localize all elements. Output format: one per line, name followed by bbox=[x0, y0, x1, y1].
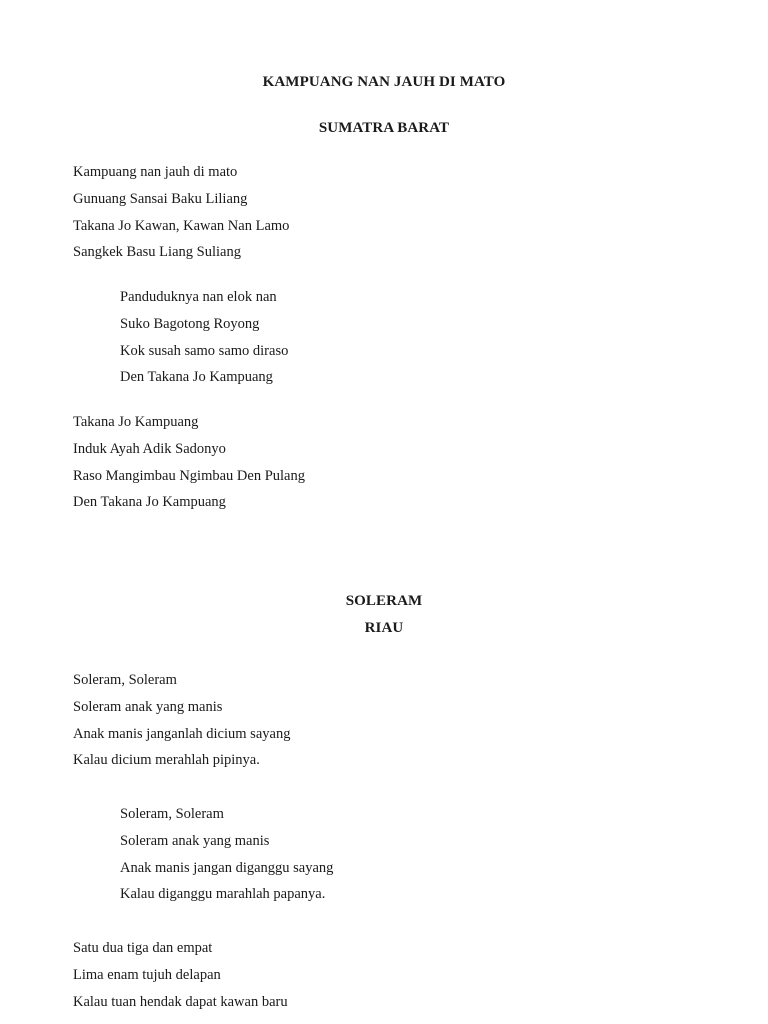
stanza bbox=[73, 159, 289, 266]
lyric-line: Anak manis jangan diganggu sayang bbox=[120, 859, 334, 876]
lyric-line: Raso Mangimbau Ngimbau Den Pulang bbox=[73, 467, 305, 484]
lyric-line: Gunuang Sansai Baku Liliang bbox=[73, 190, 248, 207]
lyric-line: Soleram anak yang manis bbox=[120, 832, 270, 849]
lyric-line: Kalau diganggu marahlah papanya. bbox=[120, 886, 326, 903]
lyric-line: Lima enam tujuh delapan bbox=[73, 966, 221, 983]
lyric-line: Panduduknya nan elok nan bbox=[120, 289, 277, 305]
song-region: SUMATRA BARAT bbox=[318, 120, 450, 136]
lyric-line: Sangkek Basu Liang Suliang bbox=[73, 244, 241, 261]
lyric-line: Satu dua tiga dan empat bbox=[73, 940, 213, 956]
lyric-line: Kok susah samo samo diraso bbox=[120, 342, 289, 359]
stanza-indented bbox=[120, 801, 333, 908]
lyric-line: Kampuang nan jauh di mato bbox=[73, 164, 238, 180]
lyric-line: Soleram, Soleram bbox=[120, 806, 224, 822]
stanza bbox=[73, 667, 290, 774]
lyric-line: Anak manis janganlah dicium sayang bbox=[73, 725, 291, 742]
stanza bbox=[73, 409, 305, 516]
lyric-line: Den Takana Jo Kampuang bbox=[120, 369, 273, 386]
stanza bbox=[73, 935, 288, 1015]
lyric-line: Suko Bagotong Royong bbox=[120, 315, 260, 332]
lyric-line: Takana Jo Kampuang bbox=[73, 414, 199, 430]
song-region: RIAU bbox=[364, 620, 404, 636]
lyric-line: Soleram anak yang manis bbox=[73, 698, 223, 715]
lyric-line: Den Takana Jo Kampuang bbox=[73, 494, 226, 511]
lyric-line: Kalau tuan hendak dapat kawan baru bbox=[73, 993, 288, 1010]
lyric-line: Kalau dicium merahlah pipinya. bbox=[73, 752, 260, 769]
song-title: KAMPUANG NAN JAUH DI MATO bbox=[262, 74, 506, 90]
lyric-line: Induk Ayah Adik Sadonyo bbox=[73, 440, 226, 457]
song-title: SOLERAM bbox=[345, 593, 423, 609]
lyric-line: Takana Jo Kawan, Kawan Nan Lamo bbox=[73, 217, 290, 234]
stanza-indented bbox=[120, 284, 288, 391]
lyric-line: Soleram, Soleram bbox=[73, 672, 177, 688]
